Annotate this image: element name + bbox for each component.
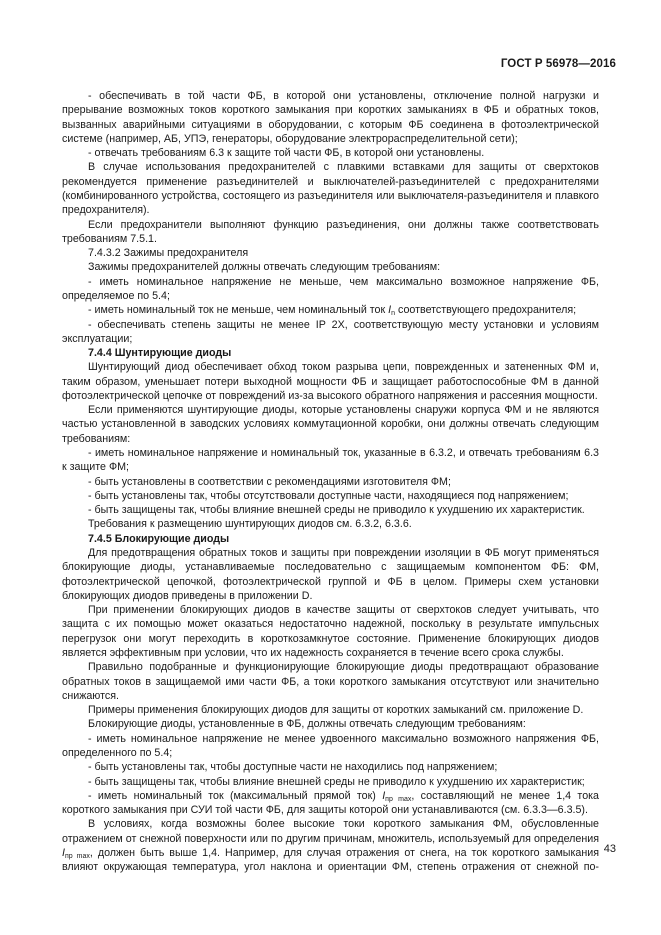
paragraph: Правильно подобранные и функционирующие блокирующие диоды предотвращают образование обратных токов в защищаемой ими части ФБ, а токи короткого замыкания отсутствуют или значительно снижаются. xyxy=(62,661,599,702)
paragraph: - иметь номинальное напряжение не меньше, чем максимально возможное напряжение ФБ, определяемое по 5.4; xyxy=(62,275,599,302)
subscript: n xyxy=(391,310,396,318)
paragraph: В случае использования предохранителей с плавкими вставками для защиты от сверхтоков рекомендуется применение разъединителей и выключателей-разъединителей с предохранителями (комбинированного устройства, состоящего из разъединителя или выключателя-разъединителя и плавкого предохранителя). xyxy=(62,161,599,217)
paragraph: - иметь номинальное напряжение и номинальный ток, указанные в 6.3.2, и отвечать требованиям 6.3 к защите ФМ; xyxy=(62,447,599,474)
subscript: пр max xyxy=(64,852,90,860)
paragraph: - быть защищены так, чтобы влияние внешней среды не приводило к ухудшению их характеристик; xyxy=(88,775,585,788)
subscript: пр max xyxy=(385,795,412,803)
symbol: I xyxy=(388,304,392,317)
document-body xyxy=(62,89,599,874)
paragraph: - иметь номинальный ток (максимальный прямой ток) $I_{пр max}$, составляющий не менее 1,4 тока короткого замыкания при СУИ той части ФБ, для защиты которой они устанавливаются (см. 6.3.3—6.3.5). xyxy=(62,789,600,817)
paragraph: - отвечать требованиям 6.3 к защите той части ФБ, в которой они установлены. xyxy=(88,147,485,160)
section-heading: 7.4.4 Шунтирующие диоды xyxy=(88,347,232,360)
paragraph: - быть установлены так, чтобы доступные части не находились под напряжением; xyxy=(88,761,498,774)
paragraph: Требования к размещению шунтирующих диодов см. 6.3.2, 6.3.6. xyxy=(88,518,412,531)
paragraph: - обеспечивать степень защиты не менее IP 2X, соответствующую месту установки и условиям эксплуатации; xyxy=(62,318,599,345)
paragraph: Если применяются шунтирующие диоды, которые установлены снаружи корпуса ФМ и не являются частью установленной в заводских условиях коммутационной коробки, они должны отвечать следующим требованиям: xyxy=(62,404,599,445)
paragraph: Шунтирующий диод обеспечивает обход током разрыва цепи, поврежденных и затененных ФМ и, таким образом, уменьшает потери выходной мощности ФБ и защищает работоспособные ФМ в данной фотоэлектрической цепочке от повреждений из-за высокого обратного напряжения и рассеяния мощности. xyxy=(62,361,599,402)
paragraph: Примеры применения блокирующих диодов для защиты от коротких замыканий см. приложение D. xyxy=(88,704,584,717)
paragraph: При применении блокирующих диодов в качестве защиты от сверхтоков следует учитывать, что защита с их помощью может оказаться недостаточно надежной, поскольку в результате импульсных перегрузок они могут переходить в короткозамкнутое состояние. Применение блокирующих диодов является эффективным при условии, что их надежность сохраняется в течение всего срока службы. xyxy=(62,604,599,659)
paragraph: - быть установлены в соответствии с рекомендациями изготовителя ФМ; xyxy=(88,475,451,488)
page-number: 43 xyxy=(603,843,616,855)
symbol: I xyxy=(382,789,386,802)
paragraph: - быть защищены так, чтобы влияние внешней среды не приводило к ухудшению их характеристик. xyxy=(88,504,585,517)
paragraph: - иметь номинальный ток не меньше, чем номинальный ток $I_n$ соответствующего предохранителя; xyxy=(88,304,577,318)
paragraph: - иметь номинальное напряжение не менее удвоенного максимально возможного напряжения ФБ, определенного по 5.4; xyxy=(62,732,599,759)
document-number: ГОСТ Р 56978—2016 xyxy=(500,58,616,70)
paragraph: 7.4.3.2 Зажимы предохранителя xyxy=(88,247,249,260)
paragraph: Блокирующие диоды, установленные в ФБ, должны отвечать следующим требованиям: xyxy=(88,718,526,731)
section-heading: 7.4.5 Блокирующие диоды xyxy=(88,532,230,545)
paragraph: - обеспечивать в той части ФБ, в которой они установлены, отключение полной нагрузки и прерывание возможных токов короткого замыкания при коротких замыканиях в ФБ и обратных токов, вызванных аварийными ситуациями в оборудовании, с которым ФБ соединена в фотоэлектрической системе (например, АБ, УПЭ, генераторы, оборудование электрораспределительной сети); xyxy=(62,90,599,145)
paragraph: Для предотвращения обратных токов и защиты при повреждении изоляции в ФБ могут применяться блокирующие диоды, устанавливаемые последовательно с защищаемым компонентом ФБ: ФМ, фотоэлектрической цепочкой, фотоэлектрической группой и ФБ в целом. Примеры схем установки блокирующих диодов приведены в приложении D. xyxy=(62,547,599,602)
symbol: I xyxy=(62,846,65,859)
paragraph: - быть установлены так, чтобы отсутствовали доступные части, находящиеся под напряжением; xyxy=(88,489,569,502)
paragraph: В условиях, когда возможны более высокие токи короткого замыкания ФМ, обусловленные отражением от снежной поверхности или по другим причинам, множитель, используемый для определения $I_{пр max}$, должен быть выше 1,4. Например, для случая отражения от снега, на ток короткого замыкания влияют окружающая температура, угол наклона и ориентации ФМ, степень отражения от снежной по- xyxy=(62,818,599,874)
paragraph: Если предохранители выполняют функцию разъединения, они должны также соответствовать требованиям 7.5.1. xyxy=(62,218,599,245)
paragraph: Зажимы предохранителей должны отвечать следующим требованиям: xyxy=(88,261,441,274)
